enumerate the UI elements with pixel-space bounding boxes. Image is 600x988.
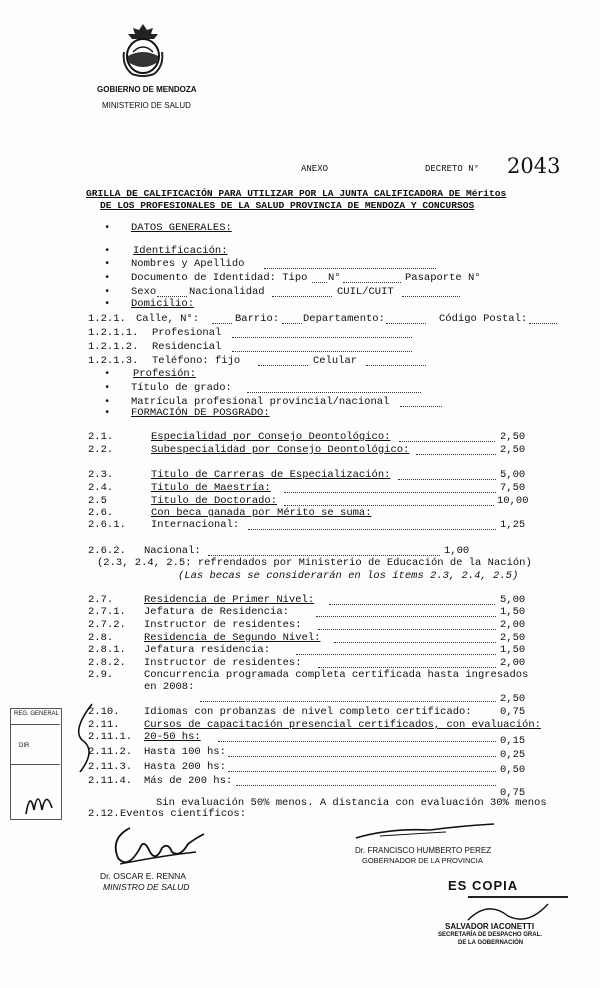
item-number: 1.2.1.2. [88,341,139,353]
curso-row: 2.11.3. Hasta 200 hs: 0,50 [88,761,526,776]
general-heading-row [0,222,600,236]
score-value: 0,50 [500,764,526,776]
ministry-name: MINISTERIO DE SALUD [102,101,191,110]
matricula-row: • Matrícula profesional provincial/nacional [0,396,600,410]
score-value: 1,00 [444,545,470,557]
sexo-label: Sexo [131,286,157,298]
score-value: 0,25 [500,749,526,761]
coat-of-arms-icon [118,22,168,78]
bullet: • [104,222,111,234]
domicilio-row: • Domicilio: [104,298,195,310]
score-value: 2,50 [500,444,526,456]
minister-signature-icon [100,808,210,878]
minister-role: MINISTRO DE SALUD [103,882,190,892]
governor-name: Dr. FRANCISCO HUMBERTO PEREZ [355,846,492,855]
curso-row: 2.11.1. 20-50 hs: 0,15 [88,731,526,747]
score-value: 0,75 [500,787,526,799]
identificacion-label: Identificación: [133,245,228,257]
res-item-2-7-2: 2.7.2. Instructor de residentes: 2,00 [88,619,526,631]
curso-row: 2.11.2. Hasta 100 hs: 0,25 [88,746,526,761]
nombres-label: Nombres y Apellido [131,258,245,270]
sin-evaluacion-row: Sin evaluación 50% menos. A distancia con evaluación 30% menos [156,797,547,809]
res-item-2-8-2: 2.8.2. Instructor de residentes: 2,00 [88,657,526,669]
item-number: 1.2.1.3. [88,355,139,367]
res-item-2-7-1: 2.7.1. Jefatura de Residencia: 1,50 [88,606,526,618]
decree-label: DECRETO N° [425,164,480,174]
registry-stamp: REG. GENERAL DIR [10,708,62,820]
identificacion-row: • Identificación: [104,245,228,257]
posgrado-item-2-4: 2.4. Titulo de Maestría: 7,50 [88,482,526,494]
titulo-label: Título de grado: [131,382,232,394]
nacionalidad-label: Nacionalidad [189,286,265,298]
clerk-role-2: DE LA GOBERNACIÓN [458,940,524,946]
matricula-label: Matrícula profesional provincial/nacional [131,396,390,408]
codigo-postal-label: Código Postal: [439,313,528,325]
res-item-2-10: 2.10. Idiomas con probanzas de nivel completo certificado: 0,75 [88,706,526,718]
score-value: 2,50 [500,431,526,443]
score-value: 7,50 [500,482,526,494]
res-item-2-8-1: 2.8.1. Jefatura residencia: 1,50 [88,644,526,656]
profesional-row [0,327,600,341]
posgrado-item-2-2: 2.2. Subespecialidad por Consejo Deontológico: 2,50 [88,444,526,456]
res-item-2-12: 2.12. Eventos científicos: [88,808,247,820]
score-value: 2,50 [500,632,526,644]
fill-line [264,268,436,269]
calle-row [0,313,600,327]
posgrado-heading: FORMACIÓN DE POSGRADO: [131,407,270,419]
residencial-label: Residencial [152,341,222,353]
governor-role: GOBERNADOR DE LA PROVINCIA [362,856,483,865]
posgrado-note-1: (2.3, 2.4, 2.5: refrendados por Ministerio de Educación de la Nación) [97,557,532,569]
score-value: 5,00 [500,594,526,606]
residencial-row [0,341,600,355]
res-item-2-7: 2.7. Residencia de Primer Nivel: 5,00 [88,594,526,606]
score-value: 2,00 [500,657,526,669]
posgrado-item-2-5: 2.5 Titulo de Doctorado: 10,00 [88,495,529,507]
documento-row: • Documento de Identidad: Tipo N° Pasaporte N° [104,272,481,284]
posgrado-heading-row: • FORMACIÓN DE POSGRADO: [104,407,270,419]
pasaporte-label: Pasaporte N° [405,272,481,284]
score-value: 1,25 [500,519,526,531]
title-line-1: GRILLA DE CALIFICACIÓN PARA UTILIZAR POR LA JUNTA CALIFICADORA DE Méritos [86,188,507,199]
decree-number: 2043 [507,154,561,178]
cuil-label: CUIL/CUIT [337,286,394,298]
title-line-2: DE LOS PROFESIONALES DE LA SALUD PROVINCIA DE MENDOZA Y CONCURSOS [100,200,475,211]
res-item-2-9: 2.9. Concurrencia programada completa certificada hasta ingresados [88,669,529,681]
posgrado-note-2: (Las becas se considerarán en los ítems 2.3, 2.4, 2.5) [178,570,519,582]
profesion-row: • Profesión: [104,368,197,380]
departamento-label: Departamento: [303,313,385,325]
titulo-row: • Título de grado: [0,382,600,396]
curso-row: 2.11.4. Más de 200 hs: 0,75 [88,775,526,799]
score-value: 5,00 [500,469,526,481]
score-value: 1,50 [500,606,526,618]
calle-label: Calle, N°: [136,313,200,325]
score-value: 0,75 [500,706,526,718]
res-item-2-11: 2.11. Cursos de capacitación presencial certificados, con evaluación: [88,719,541,731]
initials-signature-icon [20,780,60,820]
res-item-2-8: 2.8. Residencia de Segundo Nivel: 2,50 [88,632,526,644]
score-value: 10,00 [497,495,529,507]
score-value: 1,50 [500,644,526,656]
annex-label: ANEXO [301,164,329,174]
barrio-label: Barrio: [235,313,280,325]
clerk-name: SALVADOR IACONETTI [445,922,535,931]
clerk-role-1: SECRETARÍA DE DESPACHO GRAL. [438,932,542,938]
telefono-row [0,355,600,369]
domicilio-label: Domicilio: [131,298,195,310]
score-value: 2,00 [500,619,526,631]
documento-n-label: N° [328,272,341,284]
documento-label: Documento de Identidad: Tipo [131,272,308,284]
posgrado-item-2-1: 2.1. Especialidad por Consejo Deontológico: 2,50 [88,431,526,443]
posgrado-item-2-6: 2.6. Con beca ganada por Mérito se suma: [88,507,372,519]
general-heading: DATOS GENERALES: [131,222,232,234]
item-number: 1.2.1. [88,313,126,325]
profesional-label: Profesional [152,327,222,339]
score-value: 0,15 [500,735,526,747]
sexo-row: • Sexo Nacionalidad CUIL/CUIT [0,286,600,300]
copy-stamp: ES COPIA [448,878,519,893]
posgrado-item-2-6-2: 2.6.2. Nacional: 1,00 [88,545,470,557]
posgrado-item-2-6-1: 2.6.1. Internacional: 1,25 [88,519,526,531]
telefono-label: Teléfono: fijo [152,355,241,367]
score-value: 2,50 [500,693,526,705]
margin-signature-icon [62,700,102,780]
item-number: 1.2.1.1. [88,327,139,339]
nombres-row: • Nombres y Apellido [0,258,600,272]
res-item-2-9-cont: en 2008: 2,50 [144,681,526,705]
minister-name: Dr. OSCAR E. RENNA [100,871,186,881]
celular-label: Celular [313,355,358,367]
profesion-label: Profesión: [133,368,197,380]
posgrado-item-2-3: 2.3. Titulo de Carreras de Especialización: 5,00 [88,469,526,481]
governor-signature-icon [350,818,500,848]
gov-name: GOBIERNO DE MENDOZA [97,85,197,94]
